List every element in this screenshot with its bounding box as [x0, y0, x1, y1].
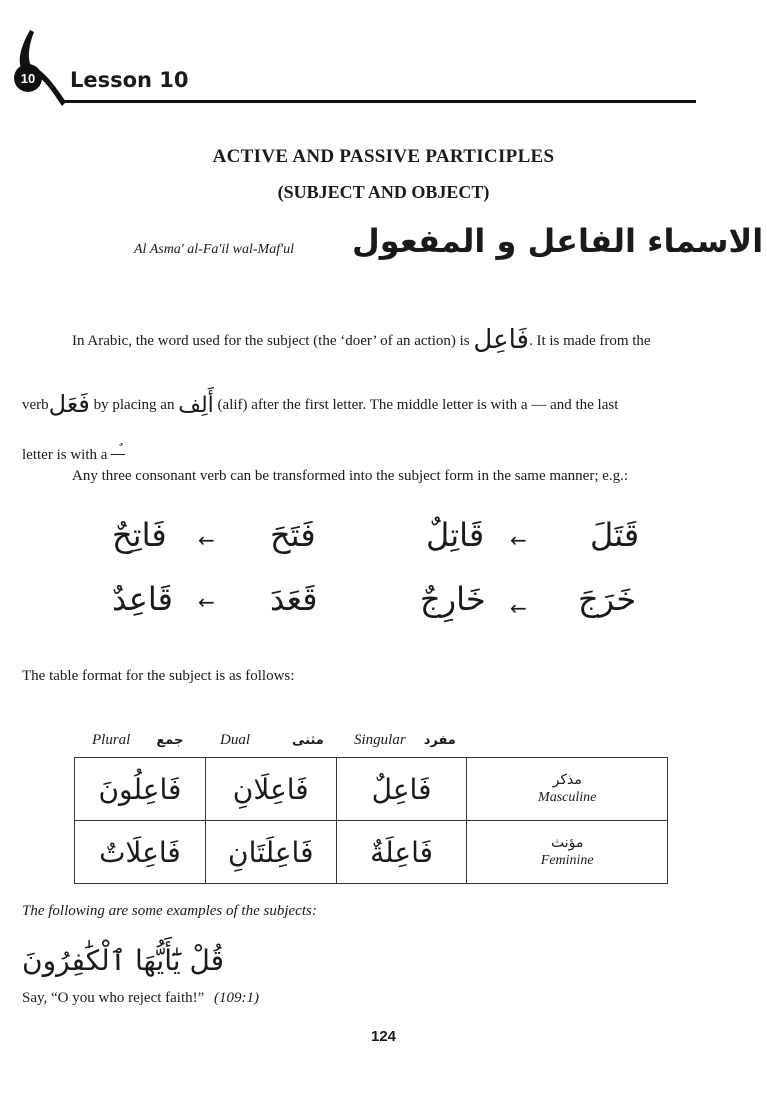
masculine-label-ar: مذكر [552, 772, 582, 788]
paragraph1-line2 [22, 390, 618, 418]
paragraph1-line1 [72, 325, 651, 355]
title-transliteration: Al Asma' al-Fa'il wal-Maf'ul [134, 242, 294, 257]
table-intro: The table format for the subject is as follows: [22, 668, 295, 684]
paragraph1-line2-text2: (alif) after the first letter. The middle letter is with a [217, 397, 528, 413]
verse-reference: (109:1) [214, 990, 260, 1006]
feminine-label-ar: مؤنث [551, 835, 584, 851]
examples-intro: The following are some examples of the subjects: [22, 903, 317, 919]
example-verb-qaada: قَعَدَ [270, 580, 318, 618]
alif-word: أَلِف [178, 393, 214, 418]
masculine-label-en: Masculine [538, 790, 597, 805]
cell-feminine-dual: فَاعِلَتَانِ [205, 821, 336, 884]
example-subject-fatih: فَاتِحٌ [112, 516, 167, 554]
cell-masculine-label [467, 758, 668, 821]
column-header-singular-ar: مفرد [423, 733, 456, 748]
feminine-label-en: Feminine [540, 853, 594, 868]
table-row-feminine [75, 821, 668, 884]
header-rule [64, 100, 696, 103]
paragraph1-line2-verb-label: verb [22, 397, 49, 413]
example-subject-qaid: قَاعِدٌ [112, 580, 173, 618]
table-row-masculine [75, 758, 668, 821]
example-verb-fataha: فَتَحَ [270, 516, 316, 554]
title-arabic: الاسماء الفاعل و المفعول [352, 222, 764, 260]
cell-feminine-label [467, 821, 668, 884]
kasra-dash: — [531, 397, 547, 413]
column-header-singular-en: Singular [354, 732, 406, 748]
cell-feminine-plural: فَاعِلَاتٌ [75, 821, 206, 884]
cell-masculine-plural: فَاعِلُونَ [75, 758, 206, 821]
section-subtitle: (SUBJECT AND OBJECT) [277, 182, 490, 202]
cell-masculine-dual: فَاعِلَانِ [205, 758, 336, 821]
verse-english: Say, “O you who reject faith!” [22, 990, 205, 1006]
paragraph1-line3 [22, 444, 125, 464]
cell-masculine-singular: فَاعِلٌ [336, 758, 467, 821]
arrow-icon: ← [510, 528, 527, 552]
verse-arabic: قُلْ يَٰٓأَيُّهَا ٱلْكَٰفِرُونَ [22, 944, 225, 977]
paragraph1-line2-text3: and the last [550, 397, 619, 413]
section-title: ACTIVE AND PASSIVE PARTICIPLES [212, 146, 555, 167]
column-header-dual [220, 731, 324, 749]
column-header-plural [92, 731, 183, 749]
verse-translation [22, 990, 259, 1007]
page-number: 124 [370, 1028, 397, 1045]
column-header-dual-en: Dual [220, 732, 250, 748]
arrow-icon: ← [510, 596, 527, 620]
paragraph2: Any three consonant verb can be transformed into the subject form in the same manner; e.g.: [72, 468, 629, 484]
faala-word: فَعَل [48, 390, 90, 418]
example-verb-kharaja: خَرَجَ [578, 580, 637, 618]
paragraph1-line2-text1: by placing an [93, 397, 175, 413]
column-header-singular [354, 731, 456, 749]
arrow-icon: ← [198, 590, 215, 614]
example-subject-kharij: خَارِجٌ [420, 580, 486, 618]
arrow-icon: ← [198, 528, 215, 552]
column-header-dual-ar: مثنى [292, 733, 324, 748]
paragraph1-line1-tail: . It is made from the [528, 333, 651, 349]
tanween-mark [111, 444, 125, 455]
cell-feminine-singular: فَاعِلَةٌ [336, 821, 467, 884]
example-verb-qatala: قَتَلَ [590, 516, 640, 554]
column-header-plural-ar: جمع [156, 733, 184, 748]
faail-word: فَاعِل [473, 325, 529, 355]
lesson-number-badge: 10 [14, 64, 42, 92]
example-subject-qatil: قَاتِلٌ [426, 516, 485, 554]
paragraph1-line1-text: In Arabic, the word used for the subject (the ‘doer’ of an action) is [72, 333, 470, 349]
column-header-plural-en: Plural [92, 732, 131, 748]
paragraph1-line3-text: letter is with a [22, 447, 108, 463]
lesson-title: Lesson 10 [70, 68, 189, 92]
participle-table [74, 757, 668, 884]
